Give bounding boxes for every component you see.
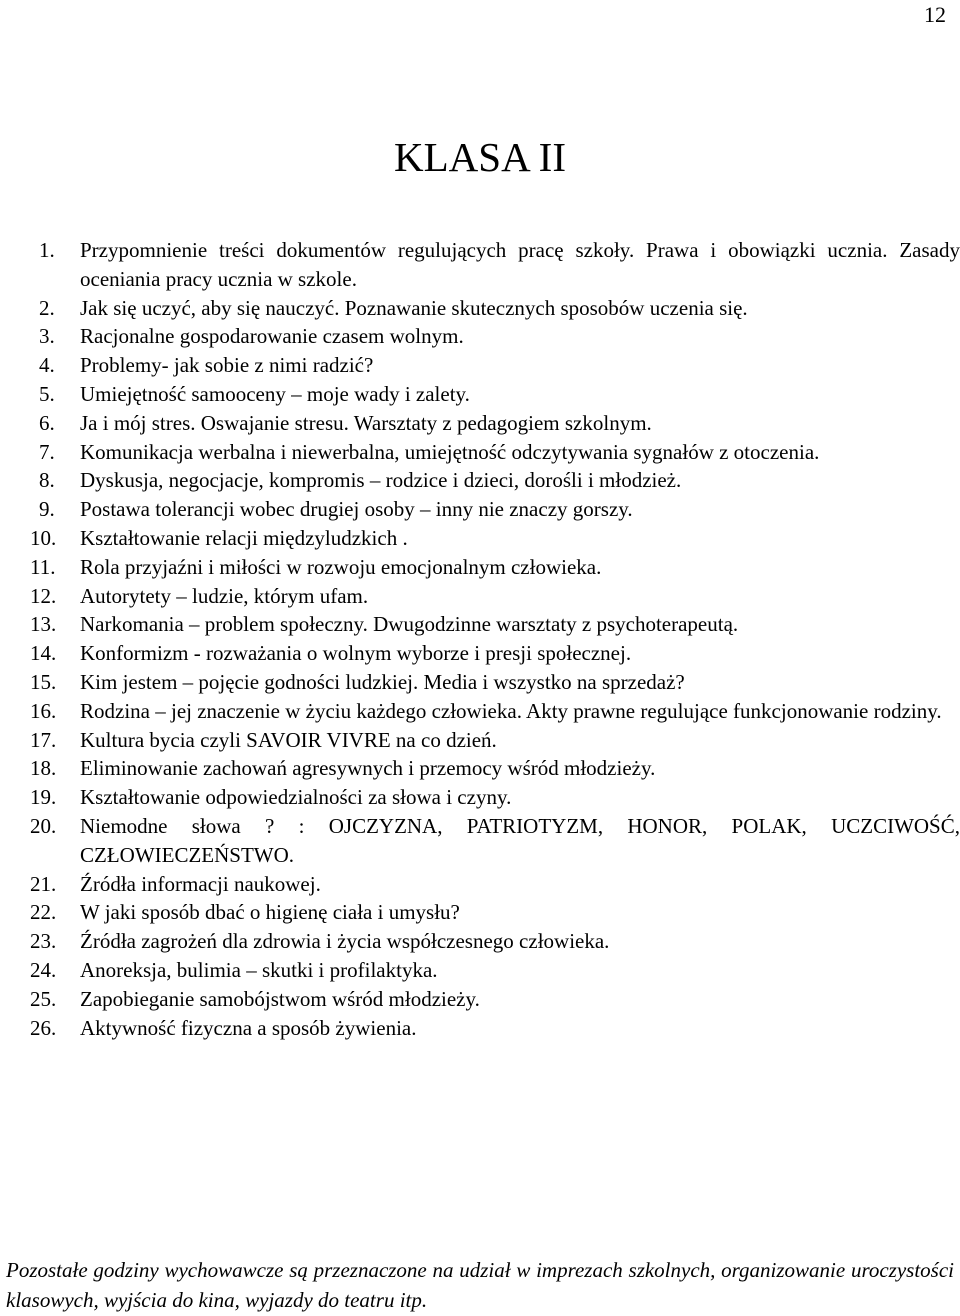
topic-text: Kim jestem – pojęcie godności ludzkiej. Media i wszystko na sprzedaż? <box>80 669 685 694</box>
topic-text: Rola przyjaźni i miłości w rozwoju emocjonalnym człowieka. <box>80 554 602 579</box>
topic-number: 25. <box>30 986 57 1011</box>
topic-item <box>30 582 960 611</box>
topic-number: 23. <box>30 929 57 954</box>
topic-item <box>30 754 960 783</box>
topic-number: 10. <box>30 525 57 550</box>
topic-item <box>30 322 960 351</box>
topic-number: 14. <box>30 641 57 666</box>
topic-item <box>30 898 960 927</box>
topic-text: Problemy- jak sobie z nimi radzić? <box>80 353 374 378</box>
topic-item <box>30 985 960 1014</box>
topic-text: Niemodne słowa ? : OJCZYZNA, PATRIOTYZM, HONOR, POLAK, UCZCIWOŚĆ, CZŁOWIECZEŃSTWO. <box>80 813 960 867</box>
topic-number: 1. <box>39 238 55 262</box>
topic-number: 7. <box>39 439 55 464</box>
topic-item <box>30 294 960 323</box>
topic-number: 20. <box>30 813 57 838</box>
topic-text: Eliminowanie zachowań agresywnych i przemocy wśród młodzieży. <box>80 756 656 781</box>
topic-text: Kultura bycia czyli SAVOIR VIVRE na co dzień. <box>80 727 497 752</box>
topic-number: 16. <box>30 698 57 723</box>
topic-item <box>30 783 960 812</box>
topic-text: Kształtowanie odpowiedzialności za słowa i czyny. <box>80 785 512 810</box>
topic-item <box>30 610 960 639</box>
topic-item <box>30 438 960 467</box>
topic-text: Ja i mój stres. Oswajanie stresu. Warsztaty z pedagogiem szkolnym. <box>80 410 652 435</box>
topic-item <box>30 639 960 668</box>
footer-note: Pozostałe godziny wychowawcze są przeznaczone na udział w imprezach szkolnych, organizowanie uroczystości klasowych, wyjścia do kina, wyjazdy do teatru itp. <box>6 1258 954 1312</box>
topic-text: Dyskusja, negocjacje, kompromis – rodzice i dzieci, dorośli i młodzież. <box>80 468 682 493</box>
topic-number: 18. <box>30 756 57 781</box>
topic-text: Komunikacja werbalna i niewerbalna, umiejętność odczytywania sygnałów z otoczenia. <box>80 439 820 464</box>
topic-item <box>30 956 960 985</box>
topic-text: Jak się uczyć, aby się nauczyć. Poznawanie skutecznych sposobów uczenia się. <box>80 295 748 320</box>
topic-item <box>30 495 960 524</box>
topic-item <box>30 524 960 553</box>
topic-text: Aktywność fizyczna a sposób żywienia. <box>80 1015 417 1040</box>
topic-item <box>30 409 960 438</box>
topic-text: Umiejętność samooceny – moje wady i zalety. <box>80 381 470 406</box>
topic-text: Kształtowanie relacji międzyludzkich . <box>80 525 408 550</box>
topic-text: Postawa tolerancji wobec drugiej osoby – inny nie znaczy gorszy. <box>80 497 633 522</box>
topic-item <box>30 553 960 582</box>
topic-number: 24. <box>30 957 57 982</box>
topic-text: W jaki sposób dbać o higienę ciała i umysłu? <box>80 900 460 925</box>
topic-text: Anoreksja, bulimia – skutki i profilaktyka. <box>80 957 438 982</box>
topic-text: Konformizm - rozważania o wolnym wyborze i presji społecznej. <box>80 641 632 666</box>
topic-number: 5. <box>39 381 55 406</box>
topic-item <box>30 668 960 697</box>
topic-text: Racjonalne gospodarowanie czasem wolnym. <box>80 324 464 349</box>
topic-number: 13. <box>30 612 57 637</box>
topic-text: Autorytety – ludzie, którym ufam. <box>80 583 369 608</box>
topic-number: 8. <box>39 468 55 493</box>
topic-item <box>30 697 960 726</box>
topic-number: 3. <box>39 324 55 349</box>
topic-number: 19. <box>30 785 57 810</box>
topic-number: 11. <box>30 554 56 579</box>
topic-item <box>30 870 960 899</box>
topic-text: Rodzina – jej znaczenie w życiu każdego człowieka. Akty prawne regulujące funkcjonowanie rodziny. <box>80 698 942 723</box>
topic-number: 9. <box>39 497 55 522</box>
topic-item <box>30 927 960 956</box>
topic-number: 15. <box>30 669 57 694</box>
topic-number: 26. <box>30 1015 57 1040</box>
topic-text: Zapobieganie samobójstwom wśród młodzieży. <box>80 986 480 1011</box>
topic-item <box>30 812 960 870</box>
topic-list <box>30 236 960 1042</box>
topic-number: 6. <box>39 410 55 435</box>
topic-number: 2. <box>39 295 55 320</box>
topic-text: Narkomania – problem społeczny. Dwugodzinne warsztaty z psychoterapeutą. <box>80 612 739 637</box>
topic-item <box>30 1014 960 1043</box>
topic-text: Źródła informacji naukowej. <box>80 871 321 896</box>
topic-item <box>30 380 960 409</box>
topic-text: Źródła zagrożeń dla zdrowia i życia współczesnego człowieka. <box>80 929 610 954</box>
topic-item <box>30 351 960 380</box>
topic-number: 21. <box>30 871 57 896</box>
topic-number: 17. <box>30 727 57 752</box>
topic-number: 22. <box>30 900 57 925</box>
topic-item <box>30 726 960 755</box>
topic-number: 12. <box>30 583 57 608</box>
page-number: 12 <box>924 2 946 27</box>
topic-item <box>30 466 960 495</box>
topic-number: 4. <box>39 353 55 378</box>
topic-text: Przypomnienie treści dokumentów regulujących pracę szkoły. Prawa i obowiązki ucznia. Zasady oceniania pracy ucznia w szkole. <box>80 238 960 291</box>
page-title: KLASA II <box>394 134 566 180</box>
topic-item <box>30 236 960 294</box>
